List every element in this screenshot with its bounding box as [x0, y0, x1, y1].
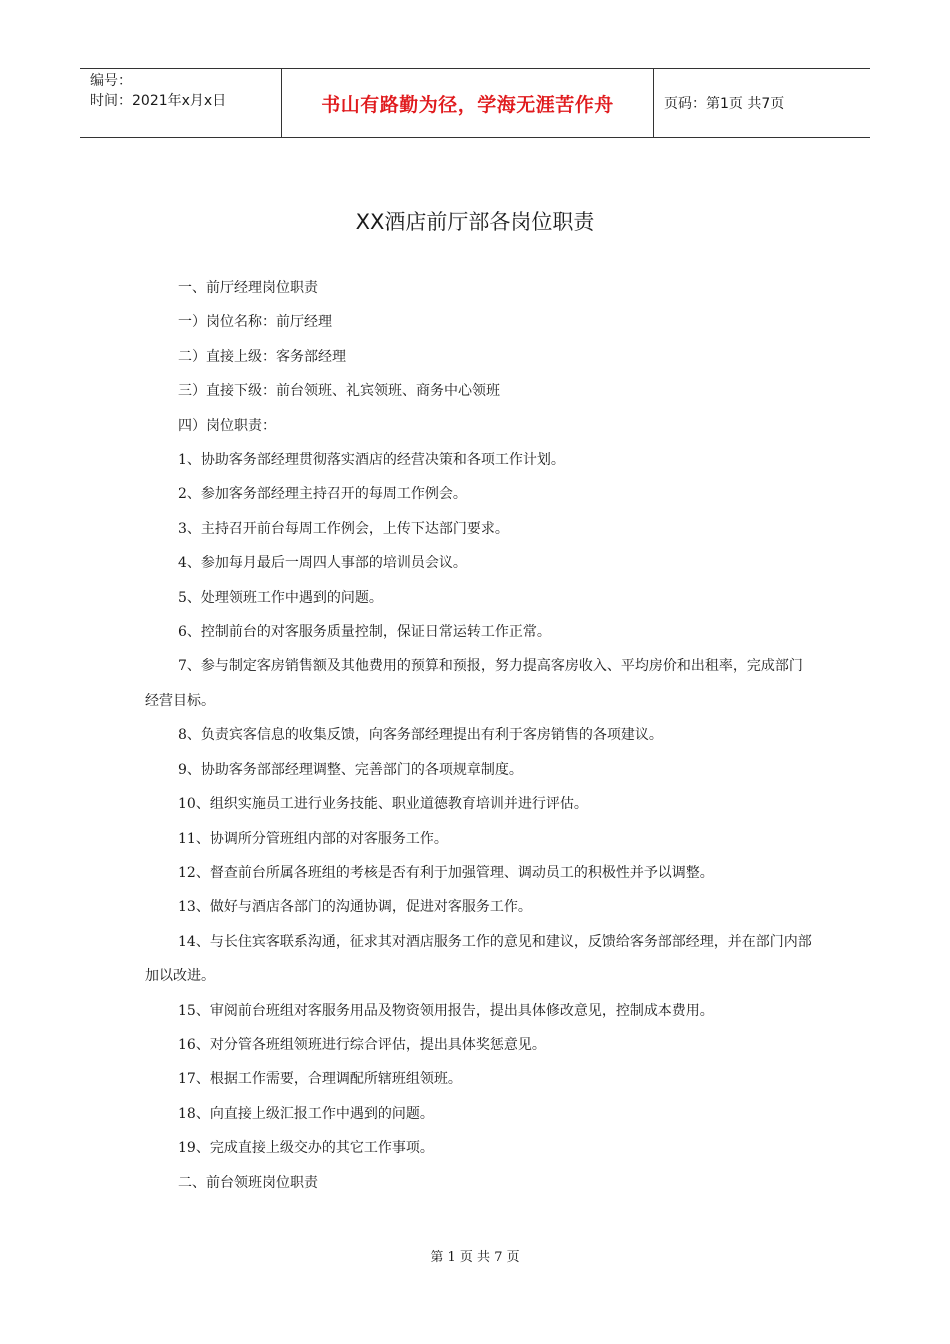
paragraph: 1、协助客务部经理贯彻落实酒店的经营决策和各项工作计划。	[178, 452, 565, 469]
paragraph: 8、负责宾客信息的收集反馈，向客务部经理提出有利于客房销售的各项建议。	[178, 727, 663, 744]
paragraph: 9、协助客务部部经理调整、完善部门的各项规章制度。	[178, 761, 523, 778]
paragraph: 5、处理领班工作中遇到的问题。	[178, 589, 383, 606]
paragraph: 15、审阅前台班组对客服务用品及物资领用报告，提出具体修改意见，控制成本费用。	[178, 1002, 714, 1019]
paragraph: 19、完成直接上级交办的其它工作事项。	[178, 1140, 434, 1157]
header-meta	[80, 69, 282, 137]
page-footer: 第 1 页 共 7 页	[430, 1250, 520, 1265]
paragraph: 二、前台领班岗位职责	[178, 1174, 318, 1191]
paragraph: 三）直接下级：前台领班、礼宾领班、商务中心领班	[178, 383, 500, 400]
paragraph: 17、根据工作需要，合理调配所辖班组领班。	[178, 1071, 462, 1088]
paragraph: 一、前厅经理岗位职责	[178, 280, 318, 296]
number-label: 编号：	[90, 73, 132, 89]
header-page-info-cell	[654, 69, 870, 137]
paragraph: 6、控制前台的对客服务质量控制，保证日常运转工作正常。	[178, 624, 551, 641]
paragraph: 四）岗位职责：	[178, 417, 276, 434]
paragraph: 16、对分管各班组领班进行综合评估，提出具体奖惩意见。	[178, 1036, 546, 1053]
header-motto: 书山有路勤为径，学海无涯苦作舟	[321, 93, 614, 116]
paragraph: 11、协调所分管班组内部的对客服务工作。	[178, 830, 448, 847]
paragraph: 2、参加客务部经理主持召开的每周工作例会。	[178, 486, 467, 503]
paragraph: 二）直接上级：客务部经理	[178, 348, 346, 365]
paragraph: 12、督查前台所属各班组的考核是否有利于加强管理、调动员工的积极性并予以调整。	[178, 864, 714, 881]
header-page-info: 页码：第1页 共7页	[664, 96, 785, 112]
paragraph: 18、向直接上级汇报工作中遇到的问题。	[178, 1105, 434, 1122]
time-label: 时间：2021年x月x日	[90, 93, 227, 109]
paragraph: 一）岗位名称：前厅经理	[178, 314, 332, 331]
paragraph: 4、参加每月最后一周四人事部的培训员会议。	[178, 555, 467, 572]
paragraph: 10、组织实施员工进行业务技能、职业道德教育培训并进行评估。	[178, 796, 588, 813]
document-title: XX酒店前厅部各岗位职责	[355, 210, 595, 234]
page-header	[80, 68, 870, 138]
paragraph: 13、做好与酒店各部门的沟通协调，促进对客服务工作。	[178, 899, 532, 916]
document-body	[145, 271, 815, 1200]
paragraph: 3、主持召开前台每周工作例会，上传下达部门要求。	[178, 520, 509, 537]
paragraph: 7、参与制定客房销售额及其他费用的预算和预报，努力提高客房收入、平均房价和出租率，完成部门经营目标。	[145, 658, 803, 709]
header-motto-cell	[282, 69, 654, 137]
paragraph: 14、与长住宾客联系沟通，征求其对酒店服务工作的意见和建议，反馈给客务部部经理，并在部门内部加以改进。	[145, 933, 812, 985]
